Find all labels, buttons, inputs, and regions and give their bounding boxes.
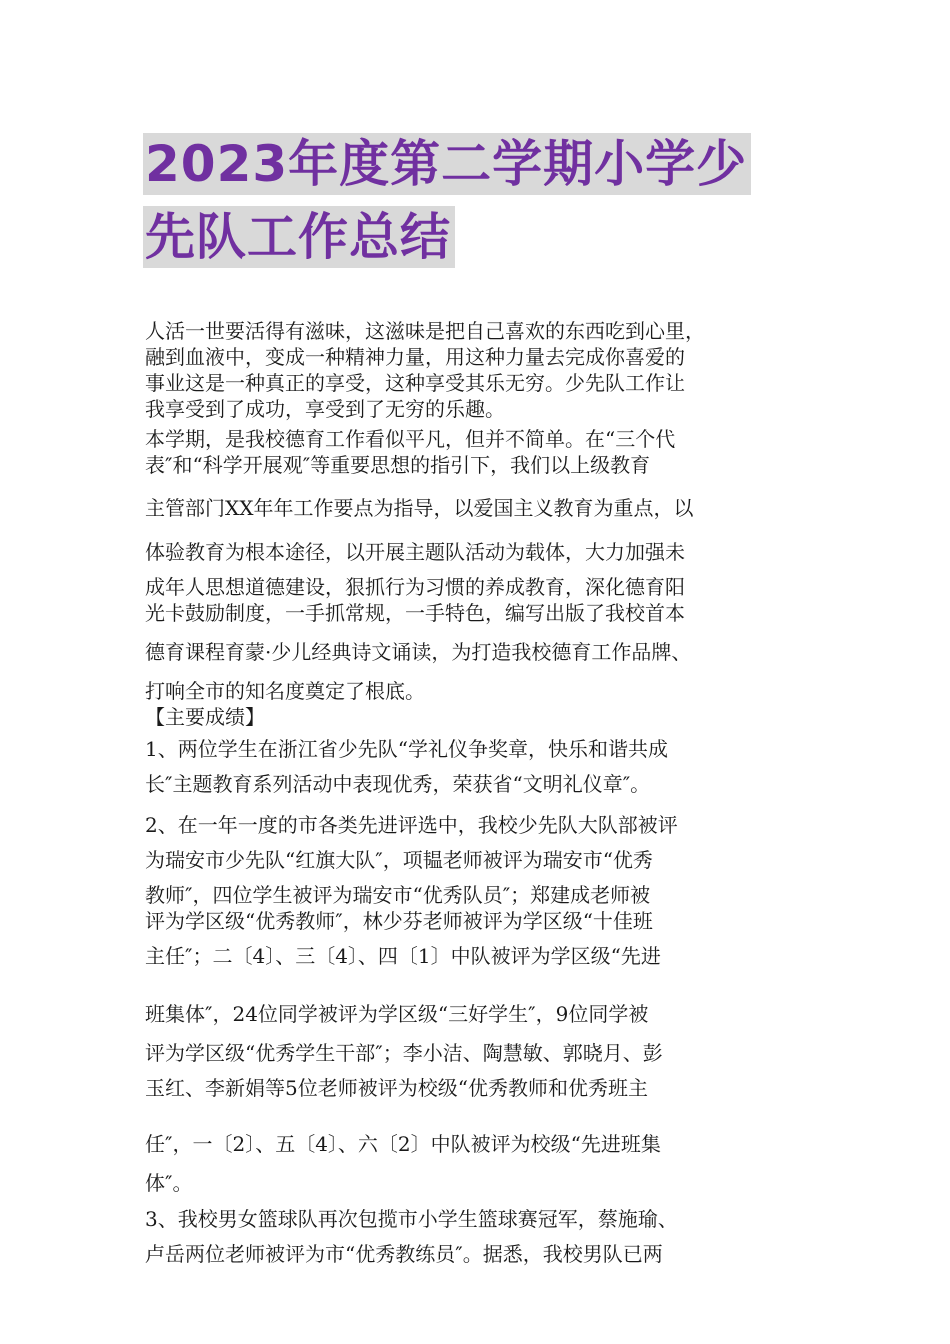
intro-paragraph xyxy=(145,318,810,422)
text-line: 卢岳两位老师被评为市“优秀教练员″。据悉，我校男队已两 xyxy=(145,1242,663,1266)
text-line: 体验教育为根本途径，以开展主题队活动为载体，大力加强未 xyxy=(145,540,685,564)
text-line: 主任″；二〔4〕、三〔4〕、四〔1〕中队被评为学区级“先进 xyxy=(145,944,661,968)
text-line: 1、两位学生在浙江省少先队“学礼仪争奖章，快乐和谐共成 xyxy=(145,737,668,761)
text-line: 评为学区级“优秀学生干部″；李小洁、陶慧敏、郭晓月、彭 xyxy=(145,1041,663,1065)
semester-paragraph xyxy=(145,426,810,704)
title-line-1: 2023年度第二学期小学少 xyxy=(143,133,751,195)
text-line: 德育课程育蒙·少儿经典诗文诵读，为打造我校德育工作品牌、 xyxy=(145,640,692,664)
text-line: 事业这是一种真正的享受，这种享受其乐无穷。少先队工作让 xyxy=(145,371,685,395)
text-line: 融到血液中，变成一种精神力量，用这种力量去完成你喜爱的 xyxy=(145,345,685,369)
text-line: 光卡鼓励制度，一手抓常规，一手特色，编写出版了我校首本 xyxy=(145,601,685,625)
text-line: 打响全市的知名度奠定了根底。 xyxy=(145,679,425,703)
section-heading-achievements xyxy=(145,704,810,730)
section-heading-text: 【主要成绩】 xyxy=(145,705,265,729)
text-line: 成年人思想道德建设，狠抓行为习惯的养成教育，深化德育阳 xyxy=(145,575,685,599)
text-line: 为瑞安市少先队“红旗大队″，项韫老师被评为瑞安市“优秀 xyxy=(145,848,653,872)
text-line: 班集体″，24位同学被评为学区级“三好学生″，9位同学被 xyxy=(145,1002,649,1026)
text-line: 评为学区级“优秀教师″，林少芬老师被评为学区级“十佳班 xyxy=(145,909,653,933)
text-line: 主管部门XX年年工作要点为指导，以爱国主义教育为重点，以 xyxy=(145,496,694,520)
achievement-item-2 xyxy=(145,812,810,1196)
title-line-2: 先队工作总结 xyxy=(143,206,455,268)
text-line: 长″主题教育系列活动中表现优秀，荣获省“文明礼仪章″。 xyxy=(145,772,651,796)
text-line: 表″和“科学开展观″等重要思想的指引下，我们以上级教育 xyxy=(145,453,651,477)
text-line: 2、在一年一度的市各类先进评选中，我校少先队大队部被评 xyxy=(145,813,678,837)
text-line: 玉红、李新娟等5位老师被评为校级“优秀教师和优秀班主 xyxy=(145,1076,648,1100)
achievement-item-1 xyxy=(145,736,810,806)
text-line: 本学期，是我校德育工作看似平凡，但并不简单。在“三个代 xyxy=(145,427,676,451)
text-line: 3、我校男女篮球队再次包揽市小学生篮球赛冠军，蔡施瑜、 xyxy=(145,1207,678,1231)
text-line: 我享受到了成功，享受到了无穷的乐趣。 xyxy=(145,397,505,421)
document-body xyxy=(145,318,810,1276)
achievement-item-3 xyxy=(145,1206,810,1276)
text-line: 任″，一〔2〕、五〔4〕、六〔2〕中队被评为校级“先进班集 xyxy=(145,1132,661,1156)
text-line: 人活一世要活得有滋味，这滋味是把自己喜欢的东西吃到心里， xyxy=(145,319,705,343)
text-line: 教师″，四位学生被评为瑞安市“优秀队员″；郑建成老师被 xyxy=(145,883,651,907)
text-line: 体″。 xyxy=(145,1171,193,1195)
